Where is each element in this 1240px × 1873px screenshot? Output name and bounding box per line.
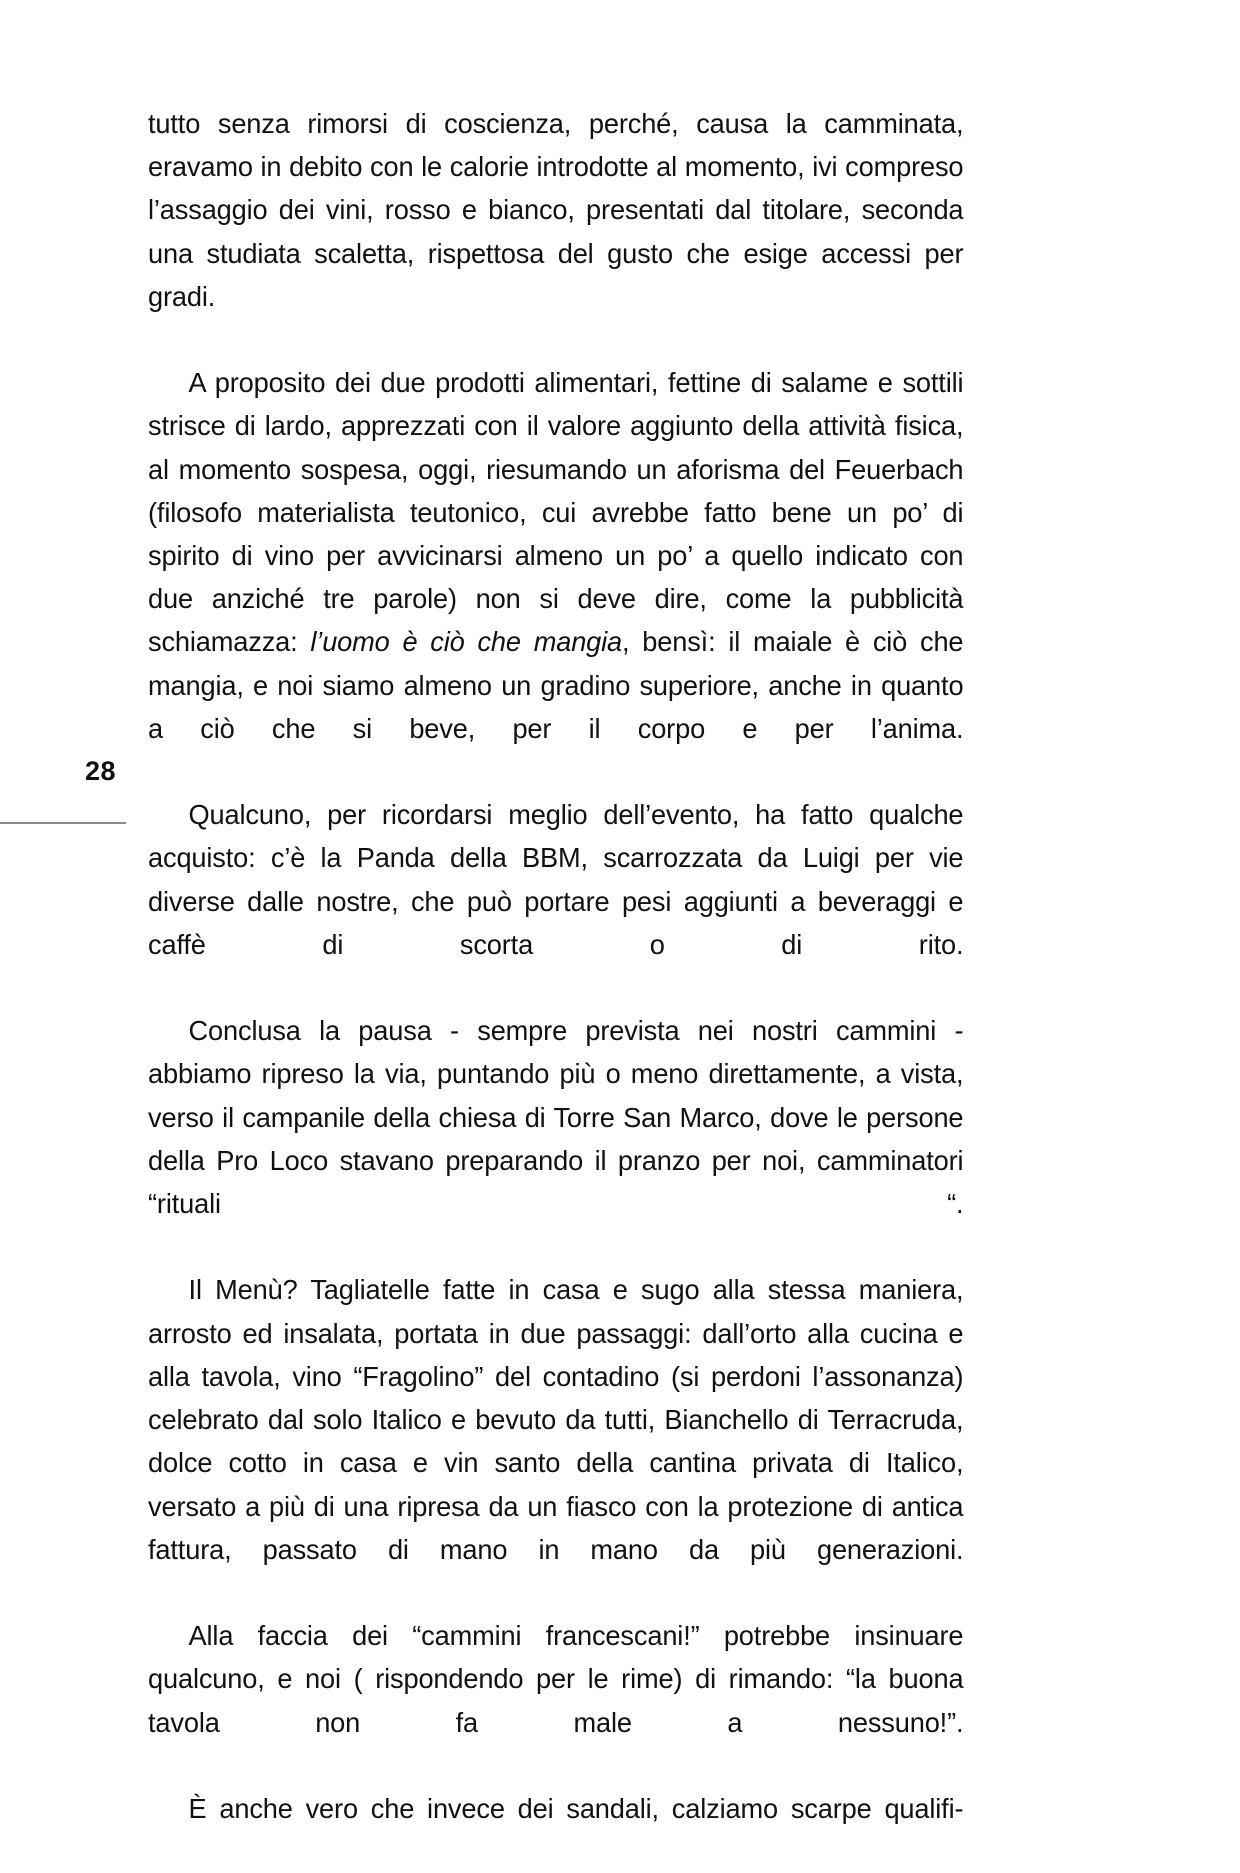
text-run: Alla faccia dei “cammini francescani!” potrebbe insinuare qualcuno, e noi ( rispondendo per le rime) di rimando: “la buona tavola non fa male a nessuno!”. — [148, 1619, 964, 1738]
paragraph — [148, 793, 963, 1009]
text-run: , bensì: il maiale è ciò che mangia, e noi siamo almeno un gradino superiore, anche in quanto a ciò che si beve, per il corpo e per l’anima. — [148, 625, 964, 744]
italic-phrase: l’uomo è ciò che mangia — [310, 625, 623, 658]
page-number: 28 — [84, 756, 116, 786]
folio-rule — [0, 822, 126, 824]
paragraph — [148, 1614, 963, 1787]
text-run: Conclusa la pausa - sempre prevista nei nostri cammini - abbiamo ripreso la via, puntando più o meno direttamente, a vista, verso il campanile della chiesa di Torre San Marco, dove le persone della Pro Loco stavano preparando il pranzo per noi, camminatori “rituali “. — [148, 1014, 964, 1220]
text-run: È anche vero che invece dei sandali, calziamo scarpe qualifi- — [188, 1791, 964, 1824]
body-text-column — [148, 102, 964, 1873]
paragraph — [148, 361, 963, 793]
paragraph — [148, 1787, 963, 1873]
text-run: Il Menù? Tagliatelle fatte in casa e sugo alla stessa maniera, arrosto ed insalata, portata in due passaggi: dall’orto alla cucina e alla tavola, vino “Fragolino” del contadino (si perdoni l’assonanza) celebrato dal solo Italico e bevuto da tutti, Bianchello di Terracruda, dolce cotto in casa e vin santo della cantina privata di Italico, versato a più di una ripresa da un fiasco con la protezione di antica fattura, passato di mano in mano da più generazioni. — [148, 1273, 964, 1565]
text-run: tutto senza rimorsi di coscienza, perché, causa la camminata, eravamo in debito con le calorie introdotte al momento, ivi compreso l’assaggio dei vini, rosso e bianco, presentati dal titolare, seconda una studiata scaletta, rispettosa del gusto che esige accessi per gradi. — [148, 107, 964, 312]
page-folio — [0, 758, 126, 828]
paragraph — [148, 1268, 963, 1614]
paragraph — [148, 1009, 963, 1268]
text-run: A proposito dei due prodotti alimentari, fettine di salame e sottili strisce di lardo, apprezzati con il valore aggiunto della attività fisica, al momento sospesa, oggi, riesumando un aforisma del Feuerbach (filosofo materialista teutonico, cui avrebbe fatto bene un po’ di spirito di vino per avvicinarsi almeno un po’ a quello indicato con due anziché tre parole) non si deve dire, come la pubblicità schiamazza: — [148, 366, 964, 658]
text-run: Qualcuno, per ricordarsi meglio dell’evento, ha fatto qualche acquisto: c’è la Panda della BBM, scarrozzata da Luigi per vie diverse dalle nostre, che può portare pesi aggiunti a beveraggi e caffè di scorta o di rito. — [148, 798, 964, 960]
paragraph — [148, 102, 963, 361]
